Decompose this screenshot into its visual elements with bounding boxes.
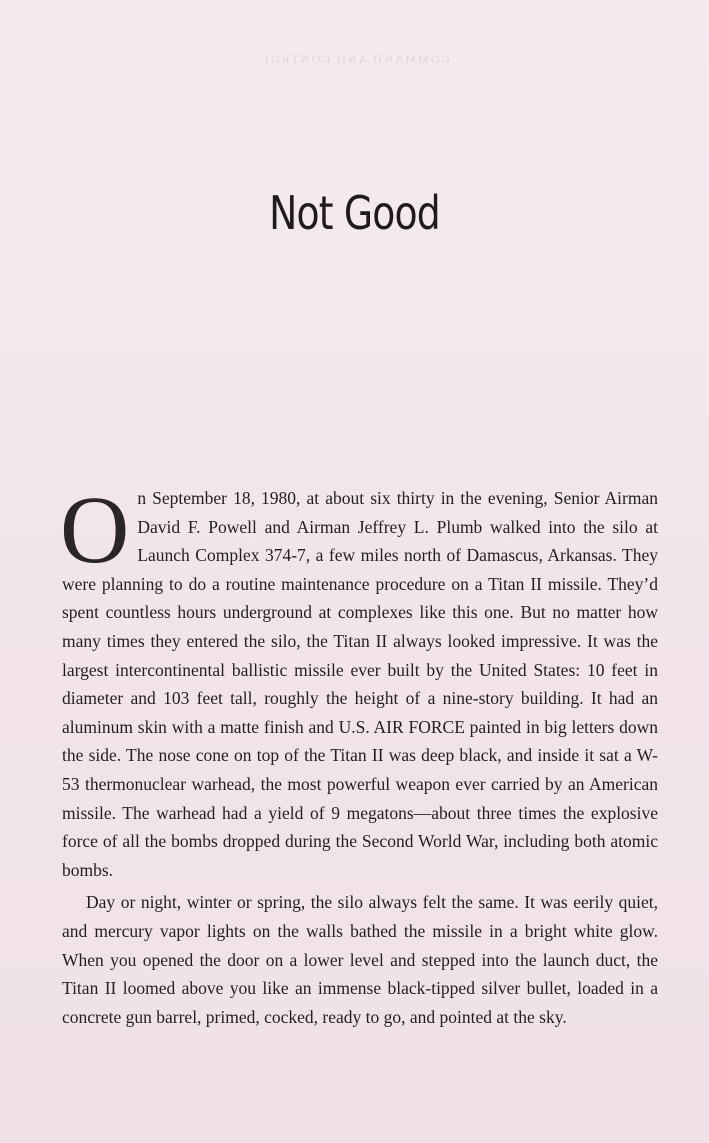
chapter-body bbox=[60, 476, 658, 1031]
paragraph-1-text: n September 18, 1980, at about six thirty in the evening, Senior Airman David F. Powell and Airman Jeffrey L. Plumb walked into the silo at Launch Complex 374-7, a few miles north of Damascus, Arkansas. They were planning to do a routine maintenance procedure on a Titan II missile. They’d spent countless hours underground at complexes like this one. But no matter how many times they entered the silo, the Titan II always looked impressive. It was the largest intercontinental ballistic missile ever built by the United States: 10 feet in diameter and 103 feet tall, roughly the height of a nine-story building. It had an aluminum skin with a matte finish and U.S. AIR FORCE painted in big letters down the side. The nose cone on top of the Titan II was deep black, and inside it sat a W-53 thermonuclear warhead, the most powerful weapon ever carried by an American missile. The warhead had a yield of 9 megatons—about three times the explosive force of all the bombs dropped during the Second World War, including both atomic bombs. bbox=[62, 488, 658, 880]
show-through-running-head: COMMAND AND CONTROL bbox=[259, 52, 450, 66]
paragraph-2: Day or night, winter or spring, the silo always felt the same. It was eerily quiet, and mercury vapor lights on the walls bathed the missile in a bright white glow. When you opened the door on a lower level and stepped into the launch duct, the Titan II loomed above you like an immense black-tipped silver bullet, loaded in a concrete gun barrel, primed, cocked, ready to go, and pointed at the sky. bbox=[62, 892, 658, 1027]
drop-cap: O bbox=[60, 476, 130, 583]
paragraph-1 bbox=[60, 476, 658, 884]
chapter-title: Not Good bbox=[269, 186, 440, 240]
